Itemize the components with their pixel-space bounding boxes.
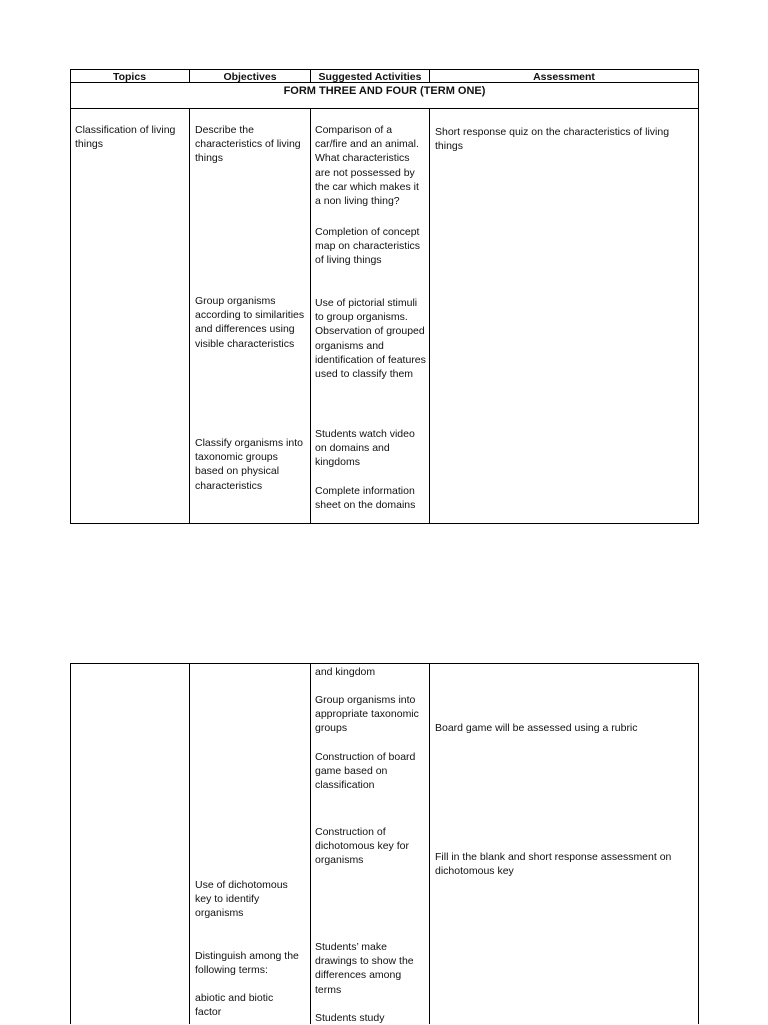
title-row-divider	[70, 108, 699, 109]
activity-item: Completion of concept map on characteristics of living things	[315, 226, 421, 267]
col-divider	[429, 108, 430, 524]
activity-item: Students study	[315, 1012, 385, 1024]
col-divider	[310, 108, 311, 524]
activity-item: Students watch video on domains and kingdoms	[315, 428, 415, 469]
assessment-item: Fill in the blank and short response assessment on dichotomous key	[435, 851, 672, 878]
topic-cell: Classification of living things	[75, 124, 176, 151]
activity-item: Students’ make drawings to show the differences among terms	[315, 941, 414, 996]
col-divider	[429, 663, 430, 1024]
activity-item: Group organisms into appropriate taxonomic groups	[315, 694, 419, 735]
table-border-top	[70, 663, 699, 664]
header-suggested-activities: Suggested Activities	[318, 71, 422, 83]
table-border-bottom	[70, 523, 699, 524]
header-topics: Topics	[112, 71, 147, 83]
activity-item: Construction of board game based on classification	[315, 751, 416, 792]
header-assessment: Assessment	[533, 71, 595, 83]
col-divider	[189, 663, 190, 1024]
col-divider	[189, 108, 190, 524]
header-objectives: Objectives	[223, 71, 277, 83]
assessment-item: Short response quiz on the characteristics of living things	[435, 126, 670, 153]
activity-item: and kingdom	[315, 666, 376, 678]
activity-item: Use of pictorial stimuli to group organisms. Observation of grouped organisms and identification of features used to classify them	[315, 297, 426, 381]
objective-item: Group organisms according to similarities and differences using visible characteristics	[195, 295, 305, 350]
objective-item: Distinguish among the following terms:	[195, 950, 299, 977]
table-border-right	[698, 69, 699, 524]
table-border-left	[70, 663, 71, 1024]
activity-item: Construction of dichotomous key for organisms	[315, 826, 409, 867]
objective-item: Use of dichotomous key to identify organisms	[195, 879, 288, 920]
objective-item: Classify organisms into taxonomic groups based on physical characteristics	[195, 437, 303, 492]
activity-item: Complete information sheet on the domains	[315, 485, 416, 512]
table-border-right	[698, 663, 699, 1024]
col-divider	[310, 663, 311, 1024]
activity-item: Comparison of a car/fire and an animal. What characteristics are not possessed by the car which makes it a non living thing?	[315, 124, 419, 208]
objective-item: abiotic and biotic factor	[195, 992, 274, 1019]
objective-item: Describe the characteristics of living things	[195, 124, 301, 165]
assessment-item: Board game will be assessed using a rubric	[435, 722, 638, 734]
table-border-left	[70, 69, 71, 524]
section-title: FORM THREE AND FOUR (TERM ONE)	[283, 85, 486, 97]
